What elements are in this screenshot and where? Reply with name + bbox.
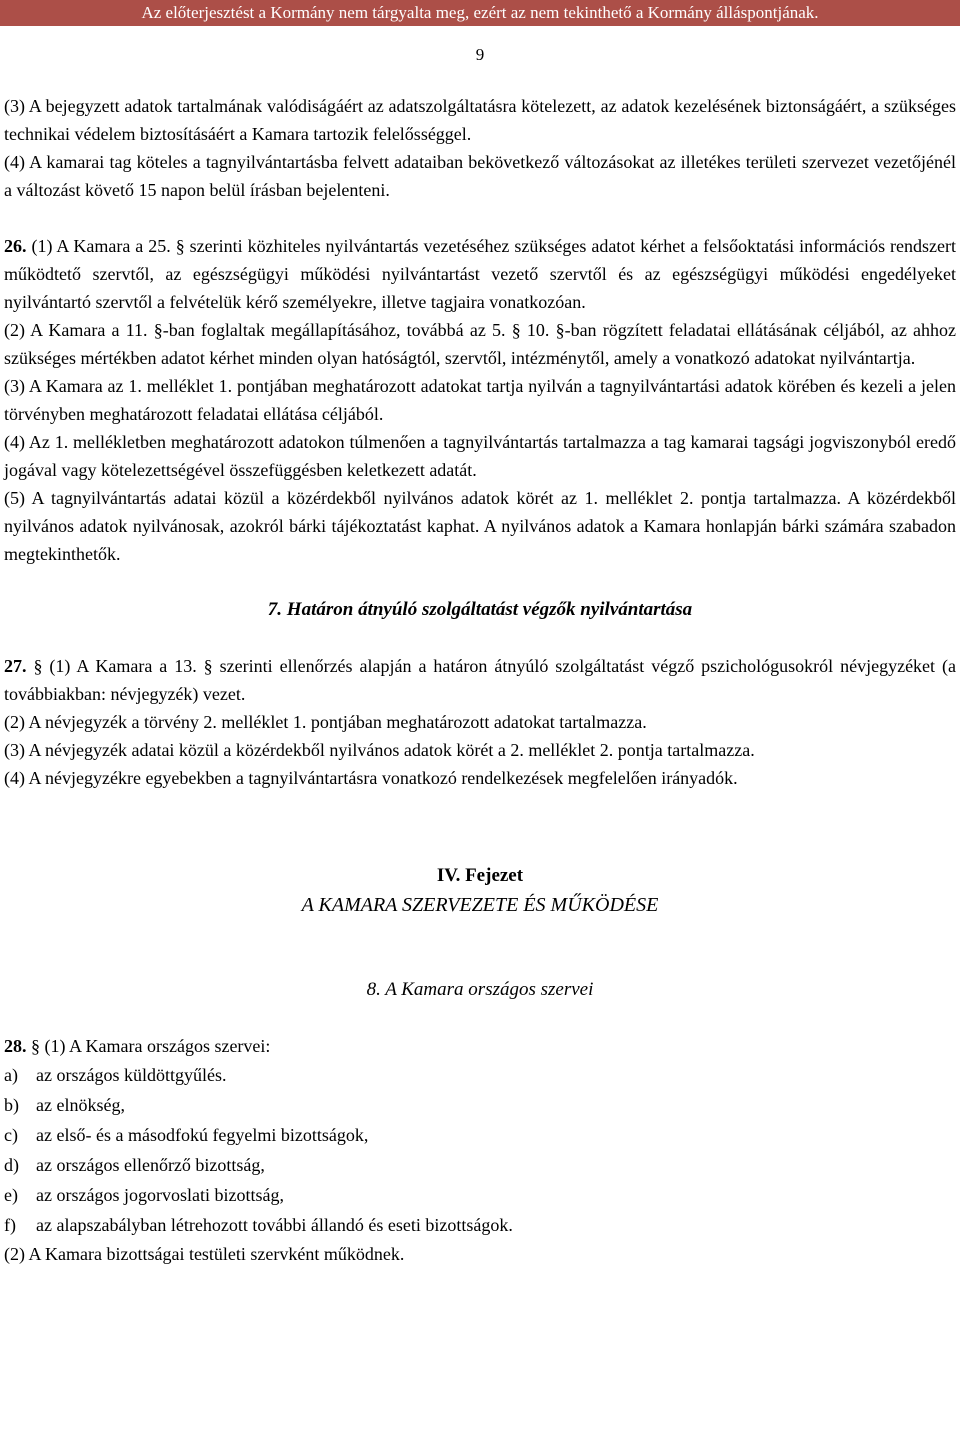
list-label: f)	[4, 1215, 16, 1235]
list-item	[4, 1120, 956, 1150]
s28-paragraph-2: (2) A Kamara bizottságai testületi szervként működnek.	[4, 1244, 405, 1264]
list-label: b)	[4, 1095, 19, 1115]
list-item	[4, 1210, 956, 1240]
s26-paragraph-4: (4) Az 1. mellékletben meghatározott adatokon túlmenően a tagnyilvántartás tartalmazza a tag kamarai tagsági jogviszonyból eredő jogával vagy kötelezettségével összefüggésben keletkezett adatát.	[4, 432, 956, 480]
s25-paragraph-4: (4) A kamarai tag köteles a tagnyilvántartásba felvett adataiban bekövetkező változásokat az illetékes területi szervezet vezetőjénél a változást követő 15 napon belül írásban bejelenteni.	[4, 152, 956, 200]
page-number: 9	[475, 45, 485, 64]
chapter-title: A KAMARA SZERVEZETE ÉS MŰKÖDÉSE	[301, 894, 659, 916]
s26-paragraph-1	[4, 232, 956, 316]
s27-p1-text: § (1) A Kamara a 13. § szerinti ellenőrzés alapján a határon átnyúló szolgáltatást végző pszichológusokról névjegyzéket (a továbbiakban: névjegyzék) vezet.	[4, 656, 956, 704]
s27-paragraph-4: (4) A névjegyzékre egyebekben a tagnyilvántartásra vonatkozó rendelkezések megfelelően irányadók.	[4, 768, 738, 788]
s25-paragraph-3: (3) A bejegyzett adatok tartalmának valódiságáért az adatszolgáltatásra kötelezett, az adatok kezelésének biztonságáért, a szükséges technikai védelem biztosításáért a Kamara tartozik felelősséggel.	[4, 96, 956, 144]
list-item	[4, 1090, 956, 1120]
chapter-number: IV. Fejezet	[436, 865, 524, 886]
document-body	[4, 92, 956, 1268]
s26-paragraph-3: (3) A Kamara az 1. melléklet 1. pontjában meghatározott adatokat tartja nyilván a tagnyilvántartási adatok körében és kezeli a jelen törvényben meghatározott feladatai ellátása céljából.	[4, 376, 956, 424]
list-text: az országos küldöttgyűlés.	[36, 1065, 227, 1085]
s28-paragraph-1	[4, 1032, 956, 1060]
s28-p1-text: § (1) A Kamara országos szervei:	[26, 1036, 271, 1056]
organ-list	[4, 1060, 956, 1240]
list-item	[4, 1060, 956, 1090]
section-heading-7: 7. Határon átnyúló szolgáltatást végzők nyilvántartása	[267, 599, 693, 620]
section-number: 28.	[4, 1036, 27, 1056]
s26-p1-text: (1) A Kamara a 25. § szerinti közhiteles nyilvántartás vezetéséhez szükséges adatot kérhet a felsőoktatási információs rendszert működtető szervtől, az egészségügyi működési nyilvántartást vezető szervtől és az egészségügyi működési engedélyeket nyilvántartó szervtől a felvételük kérő személyekre, illetve tagjaira vonatkozóan.	[4, 236, 956, 312]
list-label: e)	[4, 1185, 18, 1205]
section-number: 26.	[4, 236, 27, 256]
s26-paragraph-5: (5) A tagnyilvántartás adatai közül a közérdekből nyilvános adatok körét az 1. melléklet 2. pontja tartalmazza. A közérdekből nyilvános adatok nyilvánosak, azokról bárki tájékoztatást kaphat. A nyilvános adatok a Kamara honlapján bárki számára szabadon megtekinthetők.	[4, 488, 956, 564]
section-number: 27.	[4, 656, 27, 676]
list-label: d)	[4, 1155, 19, 1175]
list-text: az alapszabályban létrehozott további állandó és eseti bizottságok.	[36, 1215, 513, 1235]
list-label: a)	[4, 1065, 18, 1085]
s27-paragraph-1	[4, 652, 956, 708]
draft-disclaimer-banner: Az előterjesztést a Kormány nem tárgyalta meg, ezért az nem tekinthető a Kormány álláspontjának.	[0, 0, 960, 26]
list-text: az első- és a másodfokú fegyelmi bizottságok,	[36, 1125, 369, 1145]
list-label: c)	[4, 1125, 18, 1145]
s26-paragraph-2: (2) A Kamara a 11. §-ban foglaltak megállapításához, továbbá az 5. § 10. §-ban rögzített feladatai ellátásának céljából, az ahhoz szükséges mértékben adatot kérhet minden olyan hatóságtól, szervtől, intézménytől, amely a vonatkozó adatokat nyilvántartja.	[4, 320, 956, 368]
s27-paragraph-2: (2) A névjegyzék a törvény 2. melléklet 1. pontjában meghatározott adatokat tartalmazza.	[4, 712, 647, 732]
list-item	[4, 1180, 956, 1210]
section-heading-8: 8. A Kamara országos szervei	[366, 979, 594, 1000]
list-text: az országos jogorvoslati bizottság,	[36, 1185, 284, 1205]
list-text: az országos ellenőrző bizottság,	[36, 1155, 265, 1175]
s27-paragraph-3: (3) A névjegyzék adatai közül a közérdekből nyilvános adatok körét a 2. melléklet 2. pontja tartalmazza.	[4, 740, 755, 760]
list-text: az elnökség,	[36, 1095, 125, 1115]
list-item	[4, 1150, 956, 1180]
